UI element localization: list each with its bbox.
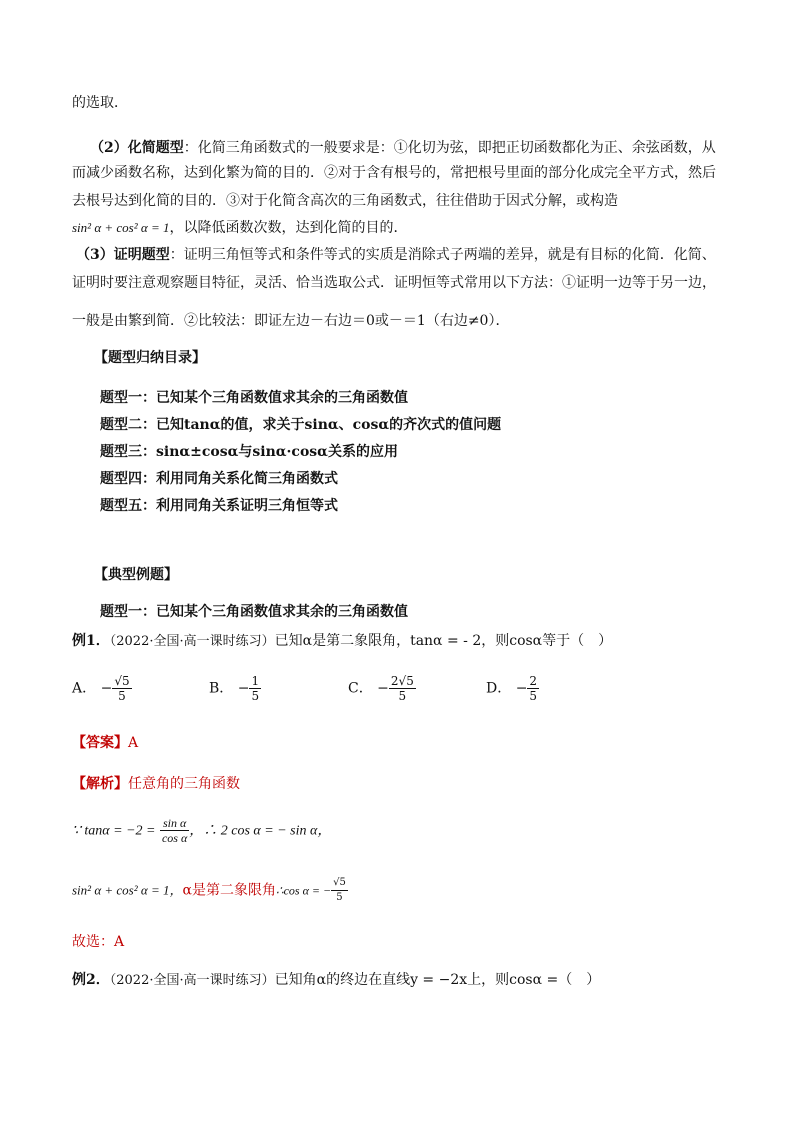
answer-line [72, 733, 724, 753]
step2-cos-equals: ∴cos α = − [275, 883, 332, 898]
option-sign: − [237, 680, 250, 697]
proof-text-3: 一般是由繁到简．②比较法：即证左边－右边＝0或－＝1（右边≠0）． [72, 313, 510, 329]
catalog-title [94, 348, 724, 368]
example2-question [72, 970, 724, 991]
catalog-item [100, 388, 724, 408]
section-title [100, 602, 724, 622]
analysis-step2 [72, 876, 724, 916]
example1-options [72, 674, 724, 714]
option-denominator: 5 [529, 689, 538, 703]
examples-title-text: 【典型例题】 [94, 567, 178, 583]
example1-question [72, 631, 724, 652]
example1-question-text: 已知α是第二象限角，tanα = - 2，则cosα等于（ ） [274, 633, 613, 649]
example2-question-text: 已知角α的终边在直线y = −2x上，则cosα =（ ） [274, 972, 601, 988]
proof-text-2: 证明时要注意观察题目特征，灵活、恰当选取公式．证明恒等式常用以下方法：①证明一边等于另一边， [72, 275, 716, 291]
catalog-item-text: 题型三：sinα±cosα与sinα·cosα关系的应用 [100, 444, 398, 460]
simplify-label: （2）化简题型 [90, 140, 184, 156]
simplify-paragraph-line1 [90, 138, 724, 158]
proof-paragraph-line1 [76, 245, 724, 265]
simplify-paragraph-line4 [72, 218, 724, 238]
step1-equation: ∵ tanα = −2 = [72, 823, 156, 839]
option-denominator: 5 [251, 689, 260, 703]
catalog-item [100, 469, 724, 489]
paragraph-tail [72, 93, 724, 113]
fraction-numerator: √5 [331, 876, 348, 891]
fraction-denominator: 5 [336, 892, 343, 903]
option-d [486, 674, 539, 703]
answer-value: A [128, 735, 139, 751]
example1-label: 例1． [72, 633, 110, 649]
example2-label: 例2． [72, 972, 110, 988]
simplify-text-1: ：化简三角函数式的一般要求是：①化切为弦，即把正切函数都化为正、余弦函数，从 [183, 140, 716, 156]
proof-label: （3）证明题型 [76, 247, 170, 263]
option-letter: B． [209, 680, 234, 697]
examples-title [94, 565, 724, 585]
catalog-item [100, 442, 724, 462]
paragraph-tail-text: 的选取． [72, 95, 128, 111]
option-numerator: 2 [529, 674, 538, 688]
fraction-denominator: cos α [161, 831, 188, 845]
option-denominator: 5 [118, 689, 126, 703]
catalog-item-text: 题型五：利用同角关系证明三角恒等式 [100, 498, 338, 514]
answer-label: 【答案】 [72, 735, 128, 751]
section-title-text: 题型一：已知某个三角函数值求其余的三角函数值 [100, 604, 408, 620]
option-fraction [527, 674, 539, 703]
option-sign: − [515, 680, 528, 697]
conclusion-text: 故选：A [72, 934, 125, 950]
option-denominator: 5 [398, 689, 407, 703]
step2-fraction [331, 876, 348, 905]
proof-paragraph-line2 [72, 273, 724, 293]
analysis-step1 [72, 816, 724, 856]
catalog-item [100, 415, 724, 435]
option-letter: A． [72, 680, 97, 697]
fraction-numerator: sin α [160, 816, 189, 831]
option-fraction [112, 674, 131, 703]
catalog-item-text: 题型四：利用同角关系化简三角函数式 [100, 471, 338, 487]
analysis-label: 【解析】 [72, 776, 128, 792]
option-letter: C． [348, 680, 373, 697]
analysis-line [72, 774, 724, 794]
identity-formula: sin² α + cos² α = 1 [72, 220, 170, 235]
step1-result: ，∴ 2 cos α = − sin α， [189, 823, 332, 839]
simplify-text-3: 去根号达到化简的目的．③对于化简含高次的三角函数式，往往借助于因式分解，或构造 [72, 193, 618, 209]
catalog-title-text: 【题型归纳目录】 [94, 350, 206, 366]
conclusion-line [72, 932, 724, 952]
option-fraction [249, 674, 261, 703]
sin-over-cos-fraction [160, 816, 189, 845]
proof-paragraph-line3 [72, 311, 724, 331]
proof-text-1: ：证明三角恒等式和条件等式的实质是消除式子两端的差异，就是有目标的化简．化简、 [169, 247, 716, 263]
catalog-item-text: 题型二：已知tanα的值，求关于sinα、cosα的齐次式的值问题 [100, 417, 502, 433]
option-sign: − [100, 680, 113, 697]
option-b [209, 674, 261, 703]
option-letter: D． [486, 680, 512, 697]
catalog-item [100, 496, 724, 516]
option-sign: − [377, 680, 389, 697]
option-fraction [389, 674, 416, 703]
option-a [72, 674, 132, 703]
simplify-paragraph-line3 [72, 191, 724, 211]
simplify-text-4: ，以降低函数次数，达到化简的目的． [169, 220, 408, 236]
catalog-item-text: 题型一：已知某个三角函数值求其余的三角函数值 [100, 390, 408, 406]
step2-quadrant-text: α是第二象限角 [182, 882, 276, 899]
step2-identity: sin² α + cos² α = 1， [72, 882, 183, 898]
simplify-paragraph-line2 [72, 163, 724, 183]
example1-source: （2022·全国·高一课时练习） [109, 634, 275, 649]
simplify-text-2: 而减少函数名称，达到化繁为简的目的．②对于含有根号的，常把根号里面的部分化成完全平方式，然后 [72, 165, 716, 181]
option-numerator: √5 [114, 674, 130, 688]
option-numerator: 2√5 [390, 674, 414, 688]
example2-source: （2022·全国·高一课时练习） [109, 973, 275, 988]
analysis-topic: 任意角的三角函数 [128, 776, 240, 792]
option-c [348, 674, 416, 703]
option-numerator: 1 [251, 674, 260, 688]
